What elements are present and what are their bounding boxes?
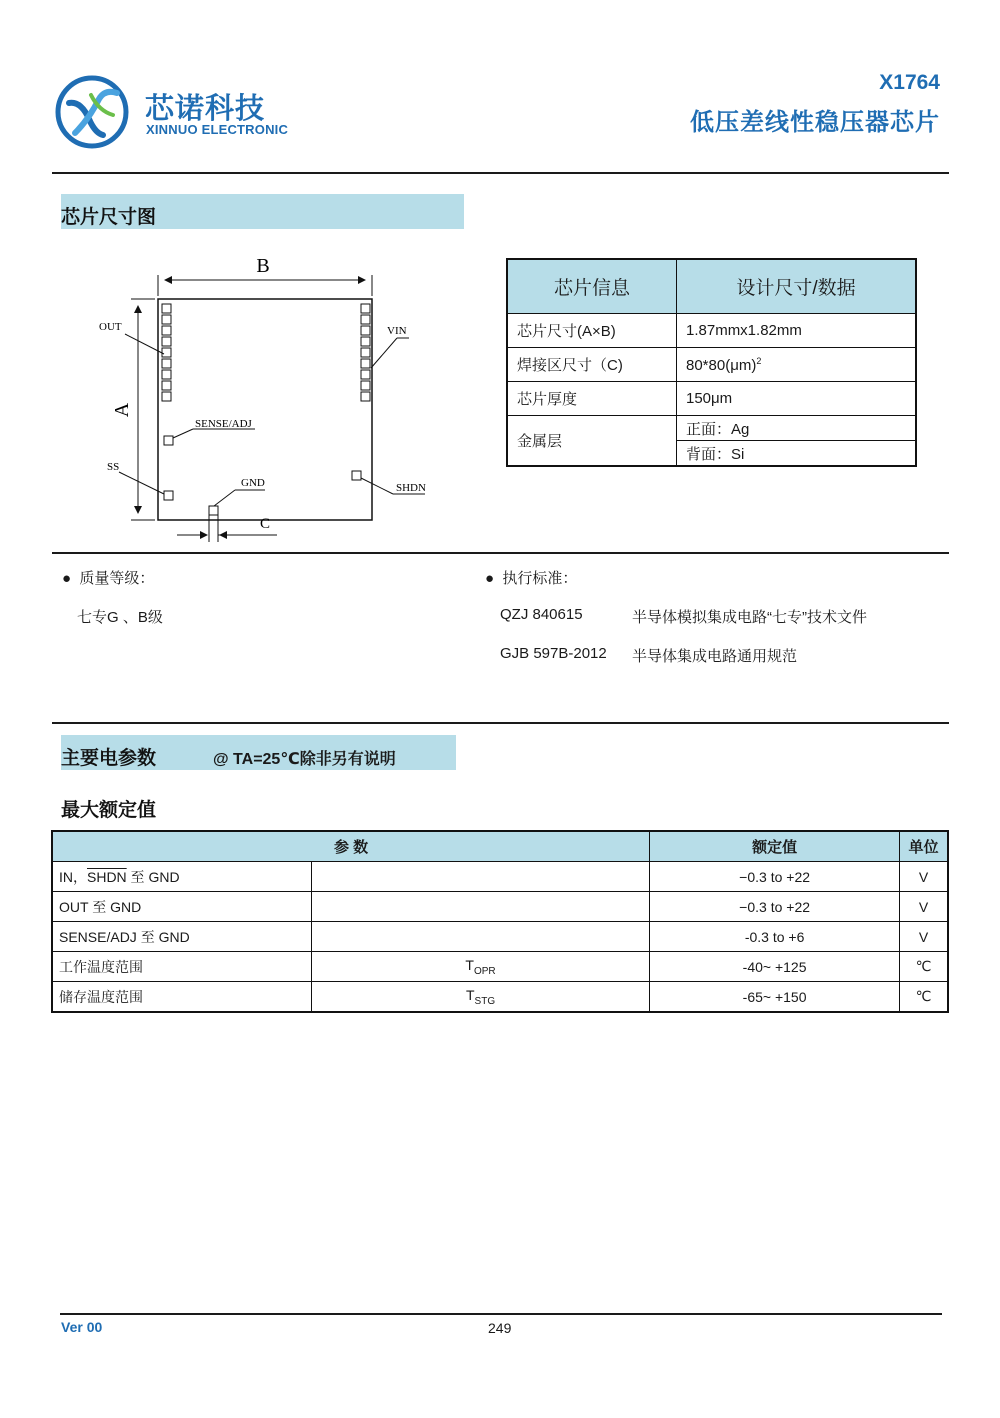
standard-desc: 半导体模拟集成电路“七专”技术文件 <box>632 609 867 626</box>
table-row <box>52 952 948 982</box>
section-title-chip-size: 芯片尺寸图 <box>61 207 157 228</box>
quality-title: 质量等级： <box>79 570 155 587</box>
model-number: X1764 <box>879 71 940 94</box>
rating-unit: ℃ <box>900 952 948 982</box>
page-number: 249 <box>488 1320 512 1336</box>
table-row <box>507 314 916 348</box>
table-row <box>52 982 948 1013</box>
rating-unit: ℃ <box>900 982 948 1013</box>
table-row <box>507 416 916 441</box>
table-row <box>52 922 948 952</box>
table-row <box>507 348 916 382</box>
brand-name-cn: 芯诺科技 <box>145 93 266 125</box>
rating-value: −0.3 to +22 <box>650 862 900 892</box>
dim-label-b: B <box>256 255 270 277</box>
rating-symbol-text: T <box>465 956 474 973</box>
chip-dimension-diagram <box>95 250 455 550</box>
dim-label-c: C <box>259 516 271 532</box>
rating-symbol <box>312 862 650 892</box>
rating-symbol-sub: STG <box>474 995 496 1007</box>
standards-title: 执行标准： <box>502 570 578 587</box>
rating-param-text: IN， <box>59 868 87 885</box>
info-metal-back: 背面：Si <box>677 441 917 467</box>
pin-label-gnd: GND <box>241 477 265 489</box>
rating-symbol <box>312 922 650 952</box>
quality-heading: ● 质量等级： <box>62 570 155 587</box>
pin-label-shdn: SHDN <box>396 482 426 494</box>
info-label: 芯片厚度 <box>507 382 677 416</box>
table-row <box>52 892 948 922</box>
pin-label-ss: SS <box>107 461 120 473</box>
info-value-text: 80*80(μm) <box>686 356 757 374</box>
ratings-header-rated: 额定值 <box>650 831 900 862</box>
rating-value: -40~ +125 <box>650 952 900 982</box>
info-header-left: 芯片信息 <box>507 259 677 314</box>
info-value <box>677 348 917 382</box>
brand-name-en: XINNUO ELECTRONIC <box>146 122 289 137</box>
standards-heading: ● 执行标准： <box>485 570 578 587</box>
info-value: 150μm <box>677 382 917 416</box>
electrical-condition: @ TA=25℃除非另有说明 <box>213 751 396 768</box>
rating-param: 储存温度范围 <box>52 982 312 1013</box>
rating-unit: V <box>900 922 948 952</box>
info-value-sup: 2 <box>756 355 762 366</box>
rating-value: -65~ +150 <box>650 982 900 1013</box>
ratings-header-unit: 单位 <box>900 831 948 862</box>
pin-label-vin: VIN <box>387 325 407 337</box>
pin-label-out: OUT <box>99 321 122 333</box>
standard-code: QZJ 840615 <box>500 606 583 623</box>
ratings-subtitle: 最大额定值 <box>61 800 157 821</box>
rating-symbol <box>312 982 650 1013</box>
rating-param-text: 至 GND <box>126 868 180 885</box>
table-row <box>52 862 948 892</box>
quality-value: 七专G 、B级 <box>77 609 163 626</box>
table-row <box>507 382 916 416</box>
rating-value: -0.3 to +6 <box>650 922 900 952</box>
header-divider <box>52 172 949 174</box>
ratings-header-param: 参 数 <box>52 831 650 862</box>
section-title-electrical: 主要电参数 <box>61 748 157 769</box>
max-ratings-table <box>51 830 949 1013</box>
rating-symbol <box>312 952 650 982</box>
info-value: 1.87mmx1.82mm <box>677 314 917 348</box>
rating-param-shdn: SHDN <box>87 868 127 885</box>
info-label: 焊接区尺寸（C) <box>507 348 677 382</box>
product-name: 低压差线性稳压器芯片 <box>690 109 940 136</box>
section-divider <box>52 552 949 554</box>
rating-unit: V <box>900 892 948 922</box>
company-logo-icon <box>55 75 129 149</box>
rating-param <box>52 862 312 892</box>
info-label-metal: 金属层 <box>507 416 677 467</box>
rating-symbol-text: T <box>465 986 475 1003</box>
standard-desc: 半导体集成电路通用规范 <box>632 648 798 665</box>
rating-symbol-sub: OPR <box>473 965 496 977</box>
dim-label-a: A <box>111 402 133 418</box>
rating-param: SENSE/ADJ 至 GND <box>52 922 312 952</box>
chip-info-table <box>506 258 917 467</box>
rating-value: −0.3 to +22 <box>650 892 900 922</box>
rating-symbol <box>312 892 650 922</box>
info-header-right: 设计尺寸/数据 <box>677 259 917 314</box>
rating-param: 工作温度范围 <box>52 952 312 982</box>
pin-label-sense-adj: SENSE/ADJ <box>195 418 252 430</box>
rating-unit: V <box>900 862 948 892</box>
rating-param: OUT 至 GND <box>52 892 312 922</box>
section-divider <box>52 722 949 724</box>
standard-code: GJB 597B-2012 <box>500 645 607 662</box>
info-metal-front: 正面：Ag <box>677 416 917 441</box>
info-label: 芯片尺寸(A×B) <box>507 314 677 348</box>
footer-divider <box>60 1313 942 1315</box>
version-label: Ver 00 <box>61 1319 103 1335</box>
